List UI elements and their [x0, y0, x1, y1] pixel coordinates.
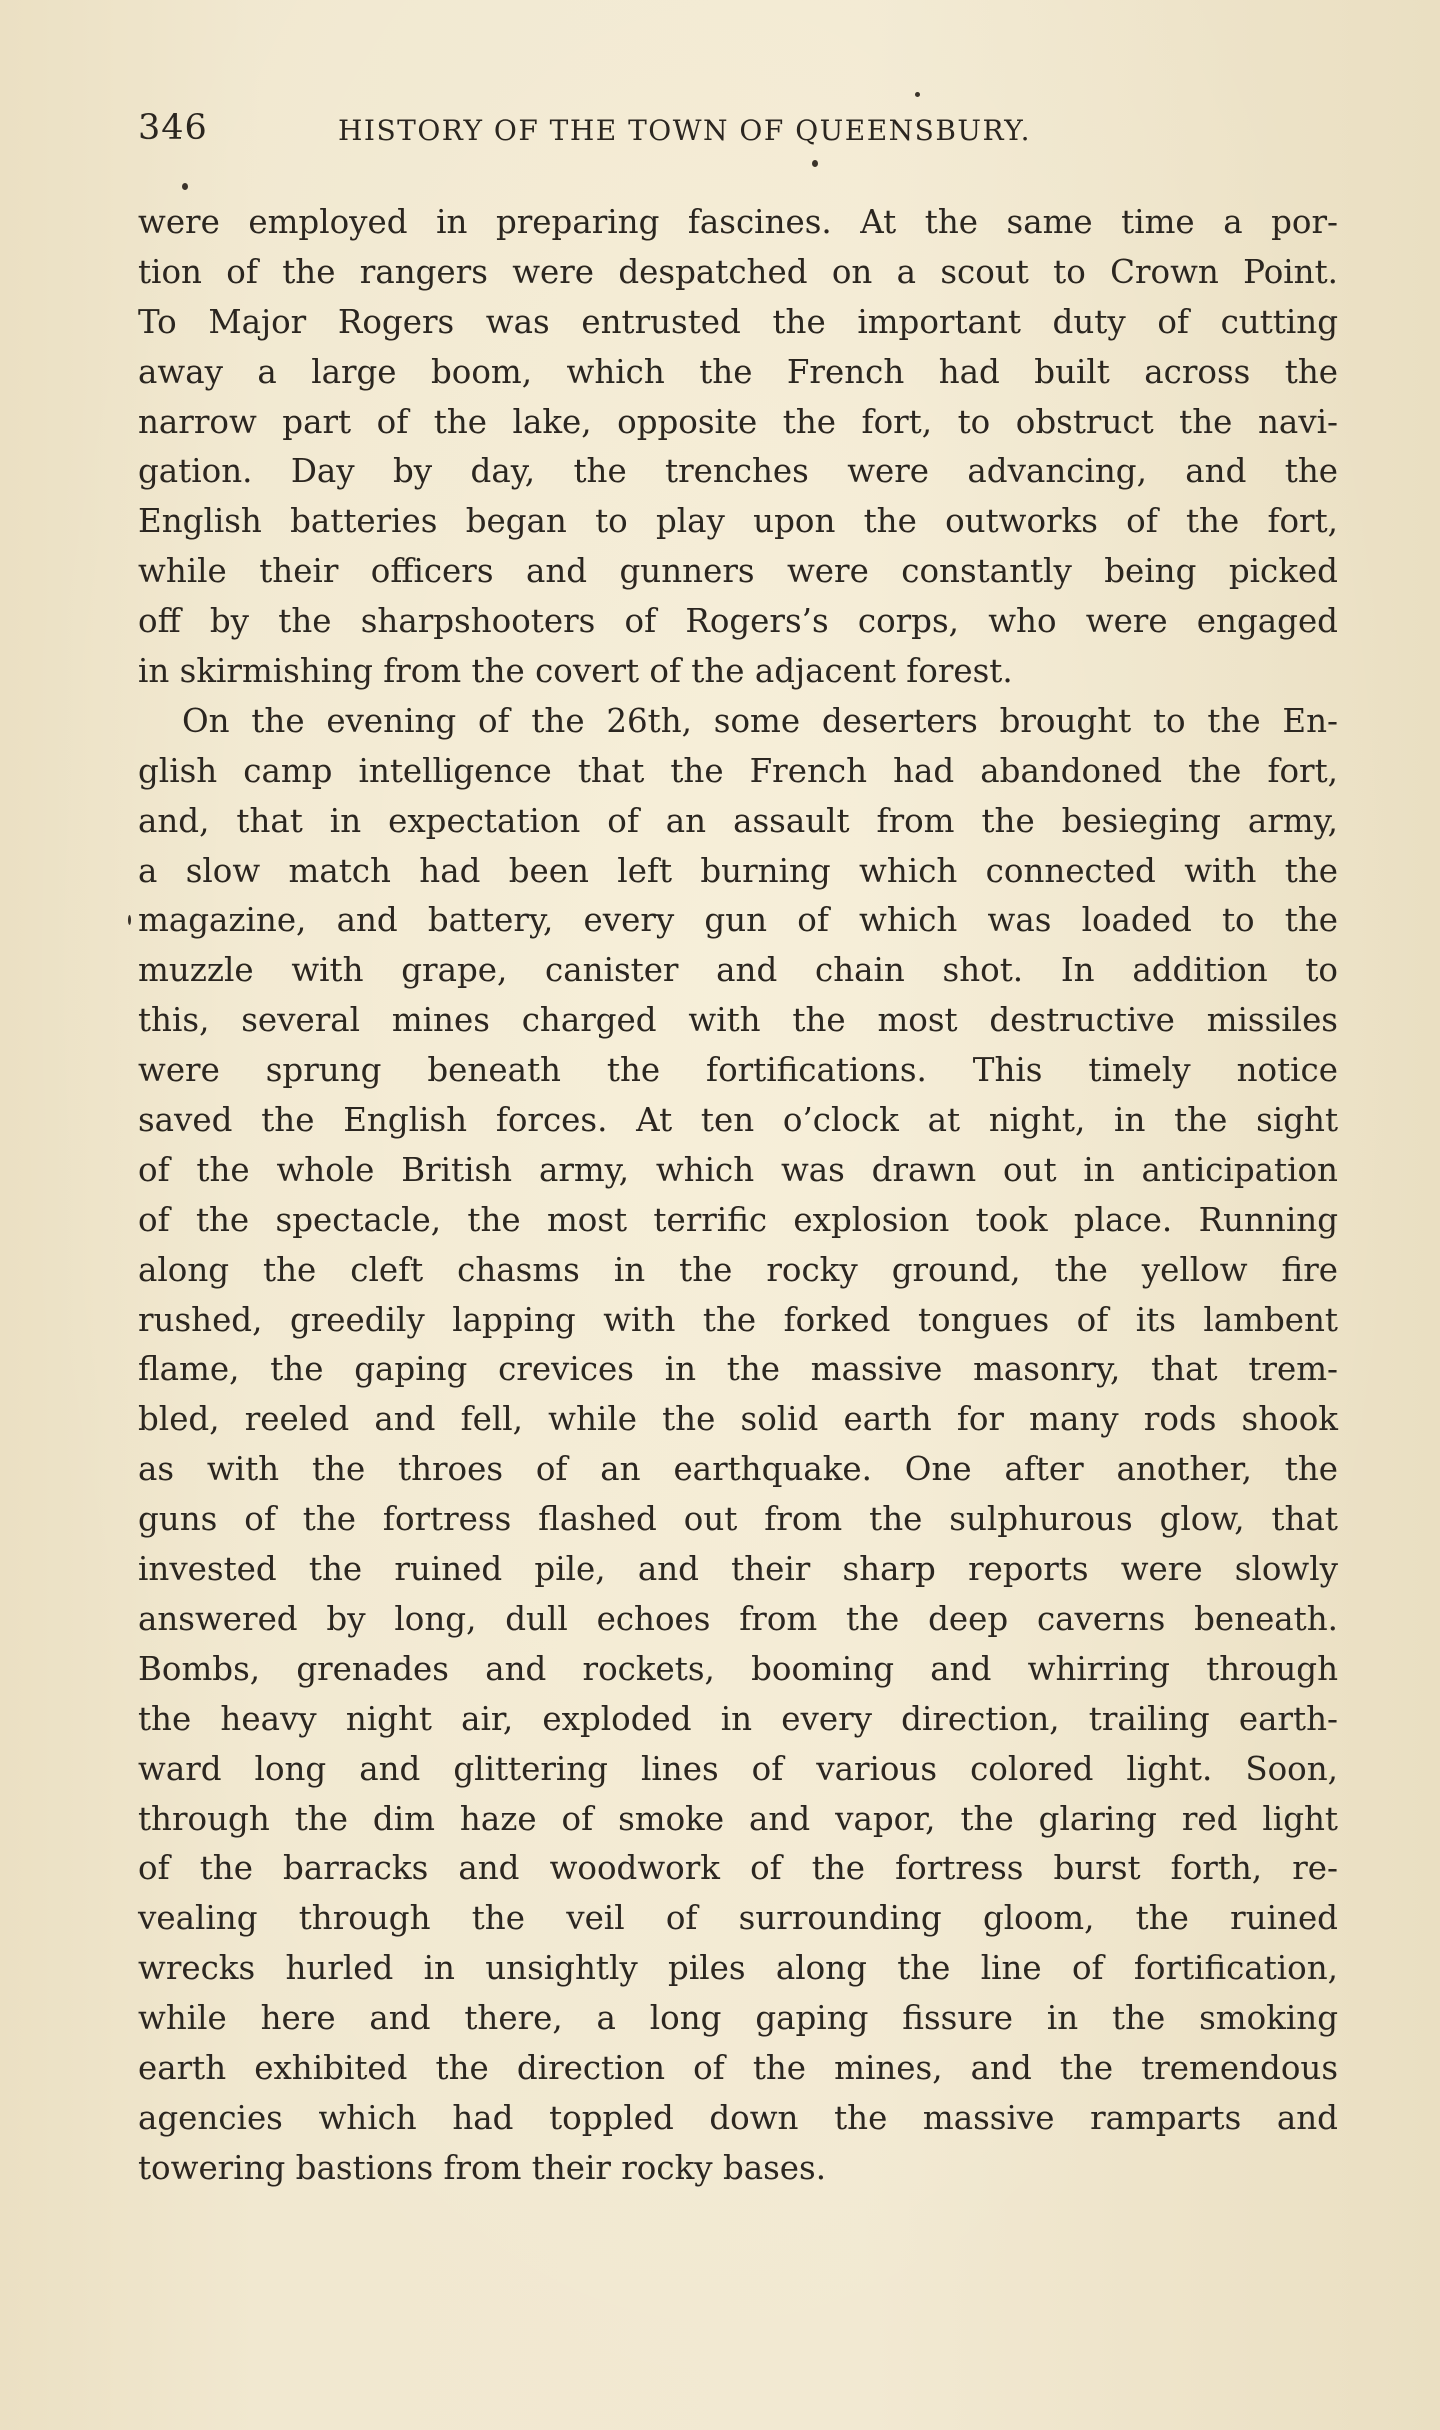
text-line: as with the throes of an earthquake. One after another, the: [138, 1450, 1338, 1489]
body-text: [138, 198, 1338, 2194]
text-line: of the spectacle, the most terrific explosion took place. Running: [138, 1200, 1338, 1239]
running-title: HISTORY OF THE TOWN OF QUEENSBURY.: [338, 114, 1031, 147]
paragraph: [138, 697, 1338, 2194]
text-line: along the cleft chasms in the rocky ground, the yellow fire: [138, 1250, 1338, 1289]
page-number: 346: [138, 108, 208, 148]
text-line: bled, reeled and fell, while the solid earth for many rods shook: [138, 1400, 1338, 1439]
ink-speck: [128, 915, 131, 925]
text-line: To Major Rogers was entrusted the important duty of cutting: [138, 302, 1338, 341]
text-line: Bombs, grenades and rockets, booming and whirring through: [138, 1649, 1338, 1688]
text-line: were employed in preparing fascines. At the same time a por-: [138, 203, 1338, 241]
text-line: vealing through the veil of surrounding gloom, the ruined: [138, 1899, 1338, 1938]
text-line: invested the ruined pile, and their sharp reports were slowly: [138, 1550, 1338, 1589]
text-line: guns of the fortress flashed out from the sulphurous glow, that: [138, 1500, 1338, 1539]
text-line: answered by long, dull echoes from the deep caverns beneath.: [138, 1599, 1338, 1638]
text-line: off by the sharpshooters of Rogers’s corps, who were engaged: [138, 602, 1338, 641]
text-line: glish camp intelligence that the French had abandoned the fort,: [138, 751, 1338, 790]
text-line: of the barracks and woodwork of the fortress burst forth, re-: [138, 1849, 1338, 1888]
text-line: flame, the gaping crevices in the massive masonry, that trem-: [138, 1350, 1338, 1389]
text-line: earth exhibited the direction of the mines, and the tremendous: [138, 2048, 1338, 2087]
ink-speck: [182, 183, 188, 190]
ink-speck: [915, 92, 920, 97]
text-line: and, that in expectation of an assault from the besieging army,: [138, 801, 1338, 840]
text-line: while here and there, a long gaping fissure in the smoking: [138, 1999, 1338, 2038]
text-line: magazine, and battery, every gun of which was loaded to the: [138, 901, 1338, 940]
text-line: wrecks hurled in unsightly piles along the line of fortification,: [138, 1949, 1338, 1988]
text-line: of the whole British army, which was drawn out in anticipation: [138, 1150, 1338, 1189]
text-line: through the dim haze of smoke and vapor, the glaring red light: [138, 1799, 1338, 1838]
text-line: towering bastions from their rocky bases.: [138, 2148, 827, 2187]
paragraph: [138, 198, 1338, 697]
text-line: away a large boom, which the French had built across the: [138, 352, 1338, 391]
text-line: muzzle with grape, canister and chain shot. In addition to: [138, 951, 1338, 990]
text-line: this, several mines charged with the most destructive missiles: [138, 1001, 1338, 1040]
text-line: saved the English forces. At ten o’clock at night, in the sight: [138, 1101, 1338, 1140]
text-line: in skirmishing from the covert of the adjacent forest.: [138, 652, 1013, 691]
text-line: agencies which had toppled down the massive ramparts and: [138, 2098, 1338, 2137]
text-line: a slow match had been left burning which connected with the: [138, 851, 1338, 890]
text-line: were sprung beneath the fortifications. This timely notice: [138, 1051, 1338, 1090]
text-line: narrow part of the lake, opposite the fort, to obstruct the navi-: [138, 402, 1338, 441]
text-line: tion of the rangers were despatched on a scout to Crown Point.: [138, 252, 1338, 291]
text-line: gation. Day by day, the trenches were advancing, and the: [138, 452, 1338, 491]
ink-speck: [812, 160, 818, 167]
text-line: ward long and glittering lines of various colored light. Soon,: [138, 1749, 1338, 1788]
page-header: [138, 108, 1338, 168]
text-line: English batteries began to play upon the outworks of the fort,: [138, 502, 1338, 541]
text-line: while their officers and gunners were constantly being picked: [138, 552, 1338, 591]
text-line: On the evening of the 26th, some deserters brought to the En-: [182, 701, 1338, 740]
text-line: the heavy night air, exploded in every direction, trailing earth-: [138, 1699, 1338, 1738]
text-line: rushed, greedily lapping with the forked tongues of its lambent: [138, 1300, 1338, 1339]
